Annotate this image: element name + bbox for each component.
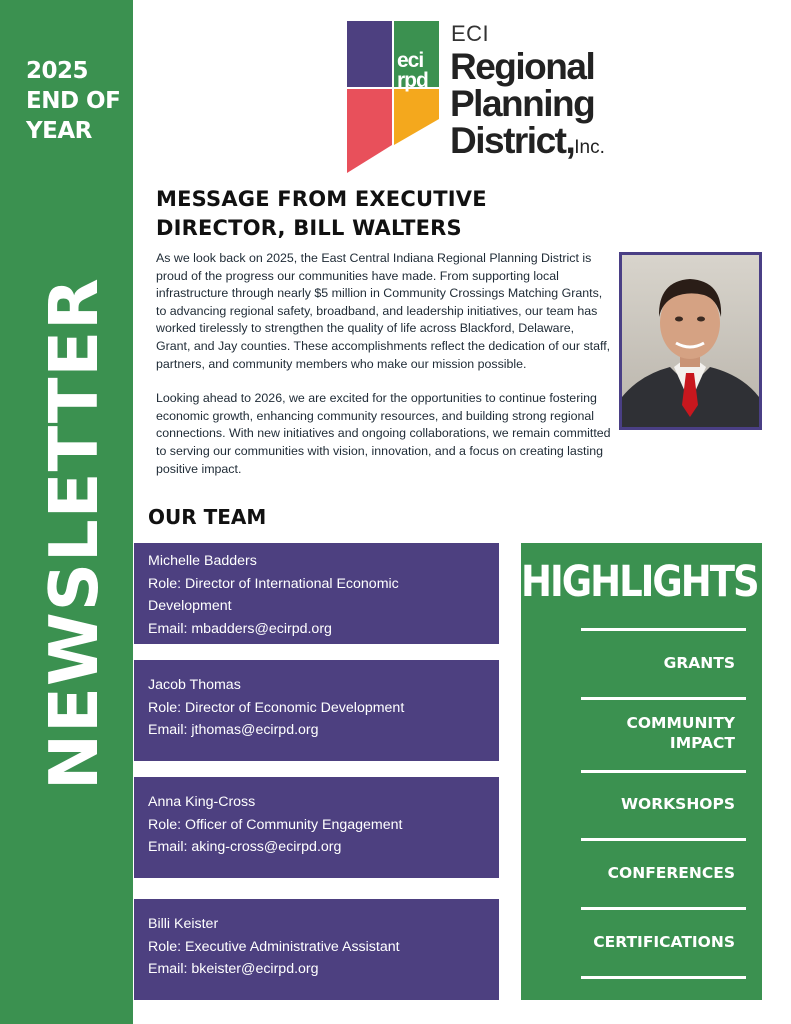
highlights-divider [581, 697, 746, 700]
ecirpd-logo [347, 21, 607, 173]
message-paragraph-1: As we look back on 2025, the East Central Indiana Regional Planning District is proud of the progress our communities have made. From supporting local infrastructure through nearly $5 million in Community Crossings Matching Grants, to advancing regional safety, broadband, and leadership initiatives, our team has worked tirelessly to strengthen the quality of life across Blackford, Delaware, Grant, and Jay counties. These accomplishments reflect the dedication of our staff, partners, and community members who make our mission possible. [156, 251, 611, 371]
message-paragraph-2: Looking ahead to 2026, we are excited for the opportunities to continue fostering economic growth, enhancing community resources, and building strong regional connections. With new initiatives and ongoing collaborations, we remain committed to serving our communities with vision, innovation, and a focus on creating lasting positive impact. [156, 391, 611, 476]
highlights-divider [581, 838, 746, 841]
team-card-billi-keister [134, 899, 499, 1000]
member-name: Jacob Thomas [148, 677, 241, 693]
highlights-divider [581, 770, 746, 773]
highlight-workshops: WORKSHOPS [620, 795, 735, 813]
edition-label: 2025 END OF YEAR [26, 58, 121, 144]
highlights-divider [581, 628, 746, 631]
team-title: OUR TEAM [148, 505, 267, 529]
logo-line-regional: Regional [450, 46, 595, 87]
member-email[interactable]: Email: mbadders@ecirpd.org [148, 620, 332, 637]
highlights-panel [521, 543, 762, 1000]
member-role: Role: Officer of Community Engagement [148, 816, 403, 833]
logo-eci-label: ECI [451, 21, 490, 46]
member-name: Michelle Badders [148, 553, 257, 569]
sidebar [0, 0, 133, 1024]
newsletter-vertical-title: NEWSLETTER [35, 277, 113, 790]
highlight-conferences: CONFERENCES [607, 864, 735, 882]
member-role: Role: Director of Economic Development [148, 699, 405, 716]
director-portrait [619, 252, 762, 430]
highlight-certifications: CERTIFICATIONS [593, 933, 735, 951]
team-card-michelle-badders [134, 543, 499, 644]
highlights-divider [581, 976, 746, 979]
logo-line-district: District,Inc. [450, 120, 605, 161]
logo-inc: Inc. [574, 137, 605, 158]
member-email[interactable]: Email: bkeister@ecirpd.org [148, 961, 319, 978]
member-name: Anna King-Cross [148, 794, 256, 810]
message-body [156, 250, 611, 495]
team-card-jacob-thomas [134, 660, 499, 761]
member-name: Billi Keister [148, 916, 219, 932]
message-title: MESSAGE FROM EXECUTIVE DIRECTOR, BILL WALTERS [156, 187, 487, 240]
member-role: Role: Director of International Economic [148, 575, 399, 592]
member-role: Role: Executive Administrative Assistant [148, 938, 400, 955]
portrait-image [622, 255, 759, 427]
highlight-grants: GRANTS [663, 654, 735, 672]
highlights-title: HIGHLIGHTS [521, 557, 758, 607]
member-email[interactable]: Email: aking-cross@ecirpd.org [148, 839, 342, 856]
logo-box-text: eci rpd [397, 49, 428, 92]
member-role-continued: Development [148, 598, 232, 615]
member-email[interactable]: Email: jthomas@ecirpd.org [148, 722, 319, 739]
highlights-divider [581, 907, 746, 910]
logo-line-planning: Planning [450, 83, 595, 124]
team-card-anna-king-cross [134, 777, 499, 878]
logo-mark [347, 21, 447, 173]
highlight-community-impact: COMMUNITY IMPACT [626, 714, 735, 752]
